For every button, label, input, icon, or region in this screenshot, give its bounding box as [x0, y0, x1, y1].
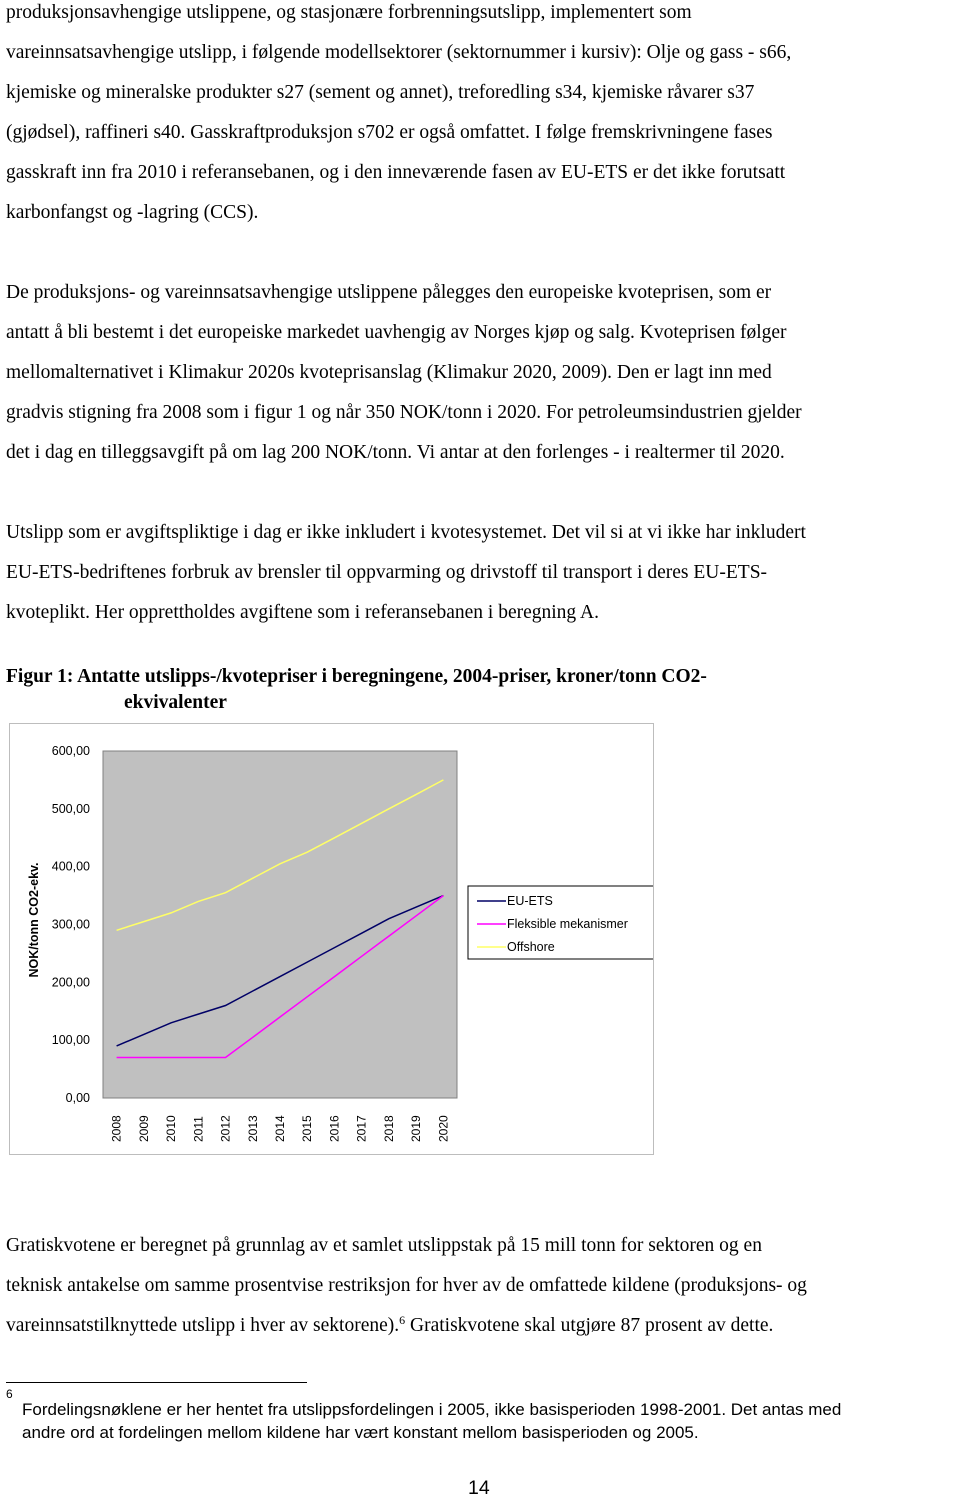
x-tick-label: 2017 [354, 1115, 369, 1142]
legend-label: Fleksible mekanismer [507, 917, 628, 931]
chart-frame [9, 723, 654, 1155]
paragraph2-line4: gradvis stigning fra 2008 som i figur 1 og når 350 NOK/tonn i 2020. For petroleumsindustrien gjelder [6, 402, 802, 423]
footnote-marker: 6 [6, 1387, 13, 1401]
paragraph2-line1: De produksjons- og vareinnsatsavhengige utslippene pålegges den europeiske kvoteprisen, som er [6, 282, 772, 303]
x-tick-label: 2008 [109, 1115, 124, 1142]
paragraph3-line3: kvoteplikt. Her opprettholdes avgiftene som i referansebanen i beregning A. [6, 602, 599, 623]
x-tick-label: 2013 [245, 1115, 260, 1142]
paragraph1-line3: kjemiske og mineralske produkter s27 (sement og annet), treforedling s34, kjemiske råvarer s37 [6, 82, 755, 103]
x-tick-label: 2012 [218, 1115, 233, 1142]
x-tick-label: 2016 [327, 1115, 342, 1142]
footnote-line1: Fordelingsnøklene er her hentet fra utslippsfordelingen i 2005, ikke basisperioden 1998-2001. Det antas med [22, 1400, 842, 1419]
paragraph4-line3-text-a: vareinnsatstilknyttede utslipp i hver av sektorene). [6, 1315, 400, 1336]
y-tick-label: 100,00 [51, 1033, 90, 1048]
paragraph1-line1: produksjonsavhengige utslippene, og stasjonære forbrenningsutslipp, implementert som [6, 2, 692, 23]
y-tick-label: 0,00 [65, 1091, 90, 1105]
x-tick-label: 2014 [273, 1115, 287, 1142]
x-tick-label: 2015 [300, 1115, 315, 1142]
paragraph2-line3: mellomalternativet i Klimakur 2020s kvoteprisanslag (Klimakur 2020, 2009). Den er lagt inn med [6, 362, 772, 383]
line-chart [10, 724, 653, 1154]
paragraph4-line3-text-b: Gratiskvotene skal utgjøre 87 prosent av dette. [405, 1315, 774, 1336]
x-tick-label: 2020 [436, 1115, 451, 1142]
x-tick-label: 2011 [191, 1116, 206, 1142]
x-tick-label: 2010 [164, 1115, 179, 1142]
paragraph2-line5: det i dag en tilleggsavgift på om lag 200 NOK/tonn. Vi antar at den forlenges - i realtermer til 2020. [6, 442, 785, 463]
paragraph4-line1: Gratiskvotene er beregnet på grunnlag av et samlet utslippstak på 15 mill tonn for sektoren og en [6, 1235, 762, 1256]
legend-label: EU-ETS [507, 894, 553, 908]
x-tick-label: 2019 [409, 1115, 424, 1142]
figure-title-line1: Figur 1: Antatte utslipps-/kvotepriser i beregningene, 2004-priser, kroner/tonn CO2- [6, 666, 707, 687]
paragraph4-line2: teknisk antakelse om samme prosentvise restriksjon for hver av de omfattede kildene (produksjons- og [6, 1275, 807, 1296]
y-tick-label: 200,00 [51, 975, 90, 990]
footnote-separator [6, 1382, 307, 1383]
y-tick-label: 600,00 [51, 744, 90, 758]
footnote-line2: andre ord at fordelingen mellom kildene har vært konstant mellom basisperioden og 2005. [22, 1423, 699, 1442]
paragraph1-line2: vareinnsatsavhengige utslipp, i følgende modellsektorer (sektornummer i kursiv): Olje og gass - s66, [6, 42, 792, 63]
y-tick-label: 500,00 [51, 801, 90, 816]
page-number: 14 [468, 1477, 490, 1499]
paragraph1-line5: gasskraft inn fra 2010 i referansebanen, og i den inneværende fasen av EU-ETS er det ikke forutsatt [6, 162, 786, 183]
figure-title-line2: ekvivalenter [124, 692, 227, 713]
y-axis-title: NOK/tonn CO2-ekv. [27, 862, 41, 978]
paragraph1-line6: karbonfangst og -lagring (CCS). [6, 202, 259, 223]
paragraph1-line4: (gjødsel), raffineri s40. Gasskraftproduksjon s702 er også omfattet. I følge fremskrivningene fases [6, 122, 773, 143]
paragraph4-line3 [6, 1315, 773, 1337]
x-tick-label: 2018 [381, 1115, 396, 1142]
paragraph2-line2: antatt å bli bestemt i det europeiske markedet uavhengig av Norges kjøp og salg. Kvoteprisen følger [6, 322, 787, 343]
x-tick-label: 2009 [136, 1115, 151, 1142]
y-tick-label: 400,00 [51, 859, 90, 874]
footnote-reference[interactable]: 6 [399, 1313, 406, 1327]
paragraph3-line2: EU-ETS-bedriftenes forbruk av brensler til oppvarming og drivstoff til transport i deres EU-ETS- [6, 562, 768, 583]
legend-label: Offshore [507, 940, 555, 954]
paragraph3-line1: Utslipp som er avgiftspliktige i dag er ikke inkludert i kvotesystemet. Det vil si at vi ikke har inkludert [6, 522, 806, 543]
y-tick-label: 300,00 [51, 917, 90, 932]
